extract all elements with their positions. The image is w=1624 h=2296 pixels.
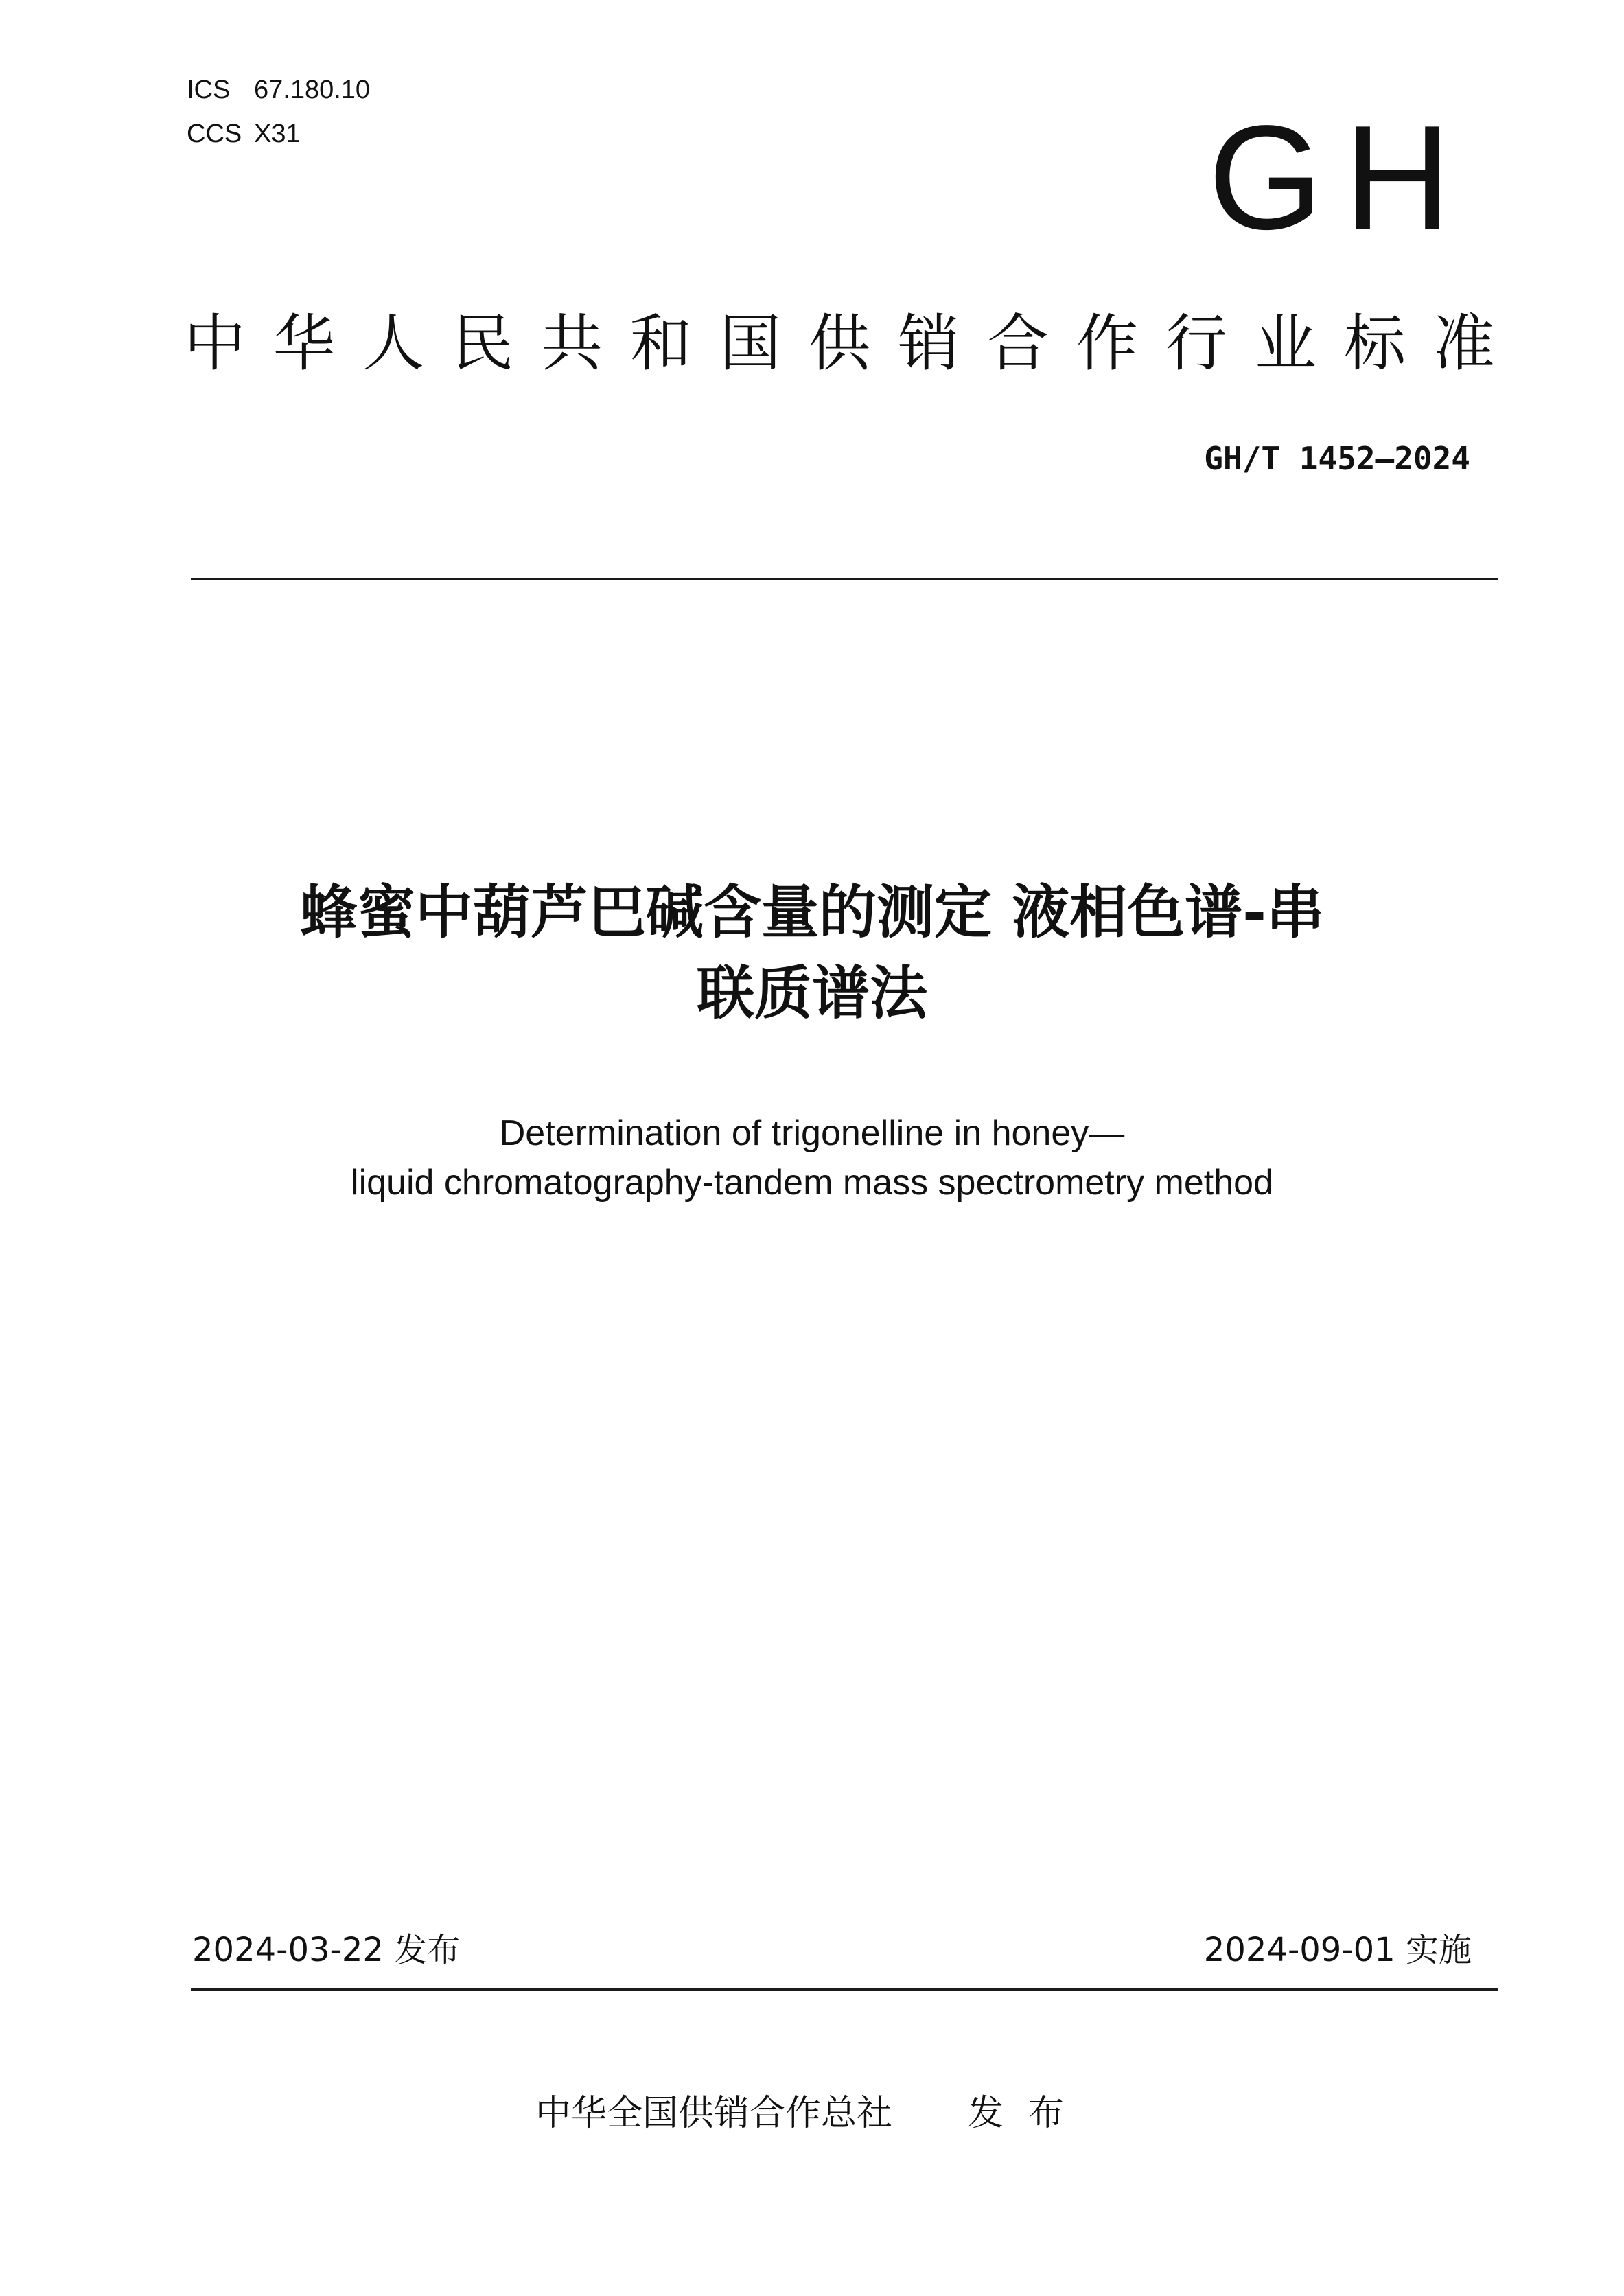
chinese-title-line-2: 联质谱法 <box>696 960 927 1027</box>
gh-logo: GH <box>1208 94 1472 260</box>
publisher-line <box>0 2089 1624 2137</box>
ccs-label: CCS <box>187 119 242 148</box>
implementation-date: 2024-09-01 实施 <box>1203 1931 1472 1969</box>
issue-date: 2024-03-22 发布 <box>192 1931 461 1969</box>
ics-code <box>187 74 370 106</box>
publisher-name: 中华全国供销合作总社 <box>535 2093 892 2134</box>
standard-number: GH/T 1452—2024 <box>1204 440 1470 477</box>
bottom-divider <box>191 1988 1498 1991</box>
english-title-line-1: Determination of trigonelline in honey— <box>499 1113 1125 1153</box>
english-title-line-2: liquid chromatography-tandem mass spectrometry method <box>351 1163 1273 1203</box>
english-title <box>137 1109 1487 1207</box>
ics-label: ICS <box>187 76 231 104</box>
top-divider <box>191 578 1498 580</box>
chinese-title <box>137 872 1487 1034</box>
ics-value: 67.180.10 <box>254 76 371 104</box>
ccs-value: X31 <box>254 119 301 148</box>
standard-type-heading: 中华人民共和国供销合作行业标准 <box>184 308 1522 380</box>
publish-action: 发布 <box>968 2093 1089 2134</box>
ccs-code <box>187 118 301 150</box>
chinese-title-line-1: 蜂蜜中葫芦巴碱含量的测定 液相色谱-串 <box>299 879 1325 946</box>
